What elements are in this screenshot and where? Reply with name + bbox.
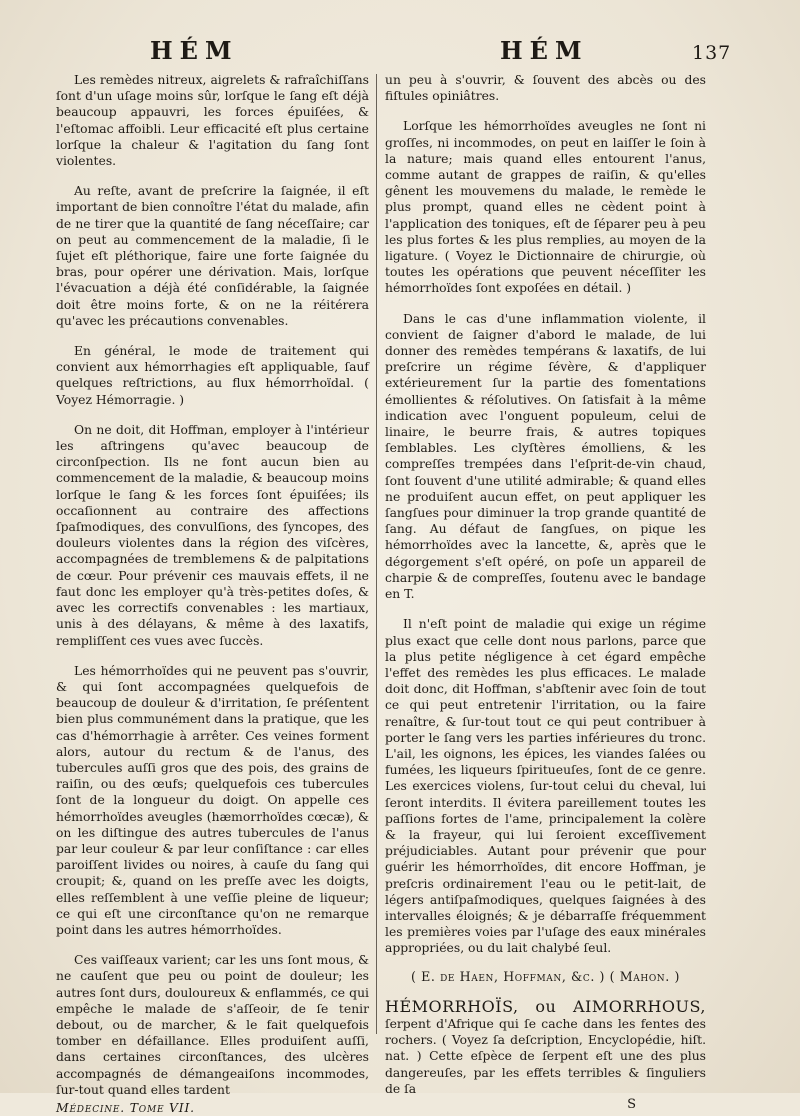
page-number: 137 [692, 42, 732, 64]
paragraph-continuation: un peu à s'ouvrir, & ſouvent des abcès ou des fiſtules opiniâtres. [385, 73, 706, 104]
author-signature: ( E. de Haen, Hoffman, &c. ) ( Mahon. ) [410, 968, 681, 984]
right-column [385, 72, 706, 1113]
signature-footer: Médecine. Tome VII. [56, 1100, 195, 1115]
entry-headword: HÉMORRHOÏS, ou AIMORRHOUS, [385, 996, 706, 1016]
paragraph: Il n'eſt point de maladie qui exige un régime plus exact que celle dont nous parlons, parce que la plus petite négligence à cet égard empêche l'effet des remèdes les plus efficaces. Le malade doit donc, dit Hoffman, s'abſtenir avec ſoin de tout ce qui peut entretenir l'irritation, ou la faire renaître, & ſur-tout tout ce qui peut contribuer à porter le ſang vers les parties inférieures du tronc. L'ail, les oignons, les épices, les viandes ſalées ou fumées, les liqueurs ſpiritueuſes, ſont de ce genre. Les exercices violens, ſur-tout celui du cheval, lui ſeront interdits. Il évitera pareillement toutes les paſſions fortes de l'ame, principalement la colère & la frayeur, qui lui ſeroient exceſſivement préjudiciables. Autant pour prévenir que pour guérir les hémorrhoïdes, dit encore Hoffman, je preſcris ordinairement l'eau ou le petit-lait, de légers antiſpaſmodiques, quelques ſaignées à des intervalles éloignés; & je débarraſſe fréquemment les premières voies par l'uſage des eaux minérales appropriées, ou du lait chalybé ſeul. [385, 617, 706, 956]
running-head-left: HÉM [150, 36, 239, 65]
paragraph: En général, le mode de traitement qui convient aux hémorrhagies eſt appliquable, ſauf quelques reſtrictions, au flux hémorrhoïdal. ( Voyez Hémorragie. ) [56, 344, 369, 407]
paragraph: Ces vaiſſeaux varient; car les uns ſont mous, & ne cauſent que peu ou point de douleur; les autres ſont durs, douloureux & enflammés, ce qui empêche le malade de s'aſſeoir, de ſe tenir debout, ou de marcher, & le fait quelquefois tomber en défaillance. Elles produiſent auſſi, dans certaines circonſtances, des ulcères accompagnés de démangeaiſons incommodes, ſur-tout quand elles tardent [56, 953, 369, 1097]
paragraph: Lorſque les hémorrhoïdes aveugles ne ſont ni groſſes, ni incommodes, on peut en laiſſer le ſoin à la nature; mais quand elles entourent l'anus, comme autant de grappes de raiſin, & qu'elles gênent les mouvemens du malade, le remède le plus prompt, quand elles ne cèdent point à l'application des toniques, eſt de ſéparer peu à peu les plus fortes & les plus remplies, au moyen de la ligature. ( Voyez le Dictionnaire de chirurgie, où toutes les opérations que peuvent néceſſiter les hémorrhoïdes ſont expoſées en détail. ) [385, 119, 706, 296]
paragraph: Les remèdes nitreux, aigrelets & rafraîchiſſans ſont d'un uſage moins sûr, lorſque le ſang eſt déjà beaucoup appauvri, les forces épuiſées, & l'eſtomac affoibli. Leur efficacité eſt plus certaine lorſque la chaleur & l'agitation du ſang ſont violentes. [56, 73, 369, 169]
running-head-right: HÉM [500, 36, 589, 65]
column-divider [376, 74, 377, 1034]
entry-text: ſerpent d'Afrique qui ſe cache dans les fentes des rochers. ( Voyez ſa deſcription, Encyclopédie, hiſt. nat. ) Cette eſpèce de ſerpent eſt une des plus dangereuſes, par les effets terribles & ſinguliers de ſa [385, 1016, 706, 1096]
dictionary-entry [385, 996, 706, 1097]
paragraph: On ne doit, dit Hoffman, employer à l'intérieur les aſtringens qu'avec beaucoup de circonſpection. Ils ne font aucun bien au commencement de la maladie, & beaucoup moins lorſque le ſang & les forces ſont épuiſées; ils occaſionnent au contraire des affections ſpaſmodiques, des convulſions, des ſyncopes, des douleurs violentes dans la région des viſcères, accompagnées de tremblemens & de palpitations de cœur. Pour prévenir ces mauvais effets, il ne faut donc les employer qu'à très-petites doſes, & avec les correctifs convenables : les martiaux, unis à des délayans, & même à des laxatifs, rempliſſent ces vues avec ſuccès. [56, 422, 369, 648]
paragraph: Dans le cas d'une inflammation violente, il convient de ſaigner d'abord le malade, de lui donner des remèdes tempérans & laxatifs, de lui preſcrire un régime ſévère, & d'appliquer extérieurement ſur la partie des fomentations émollientes & réſolutives. On ſatisfait à la même indication avec l'onguent populeum, celui de linaire, le beurre frais, & autres topiques ſemblables. Les clyſtères émolliens, & les compreſſes trempées dans l'eſprit-de-vin chaud, ſont ſouvent d'une utilité admirable; & quand elles ne produiſent aucun effet, on peut appliquer les ſangſues pour diminuer la trop grande quantité de ſang. Au défaut de ſangſues, on pique les hémorrhoïdes avec la lancette, &, après que le dégorgement s'eſt opéré, on poſe un appareil de charpie & de compreſſes, ſoutenu avec le bandage en T. [385, 311, 706, 602]
paragraph: Au reſte, avant de preſcrire la ſaignée, il eſt important de bien connoître l'état du malade, afin de ne tirer que la quantité de ſang néceſſaire; car on peut au commencement de la maladie, ſi le ſujet eſt pléthorique, faire une forte ſaignée du bras, pour opérer une dérivation. Mais, lorſque l'évacuation a déjà été conſidérable, la ſaignée doit être moins forte, & on ne la réitérera qu'avec les précautions convenables. [56, 184, 369, 328]
left-column [56, 72, 369, 1116]
printer-signature-mark: S [627, 1096, 636, 1112]
paragraph: Les hémorrhoïdes qui ne peuvent pas s'ouvrir, & qui ſont accompagnées quelquefois de beaucoup de douleur & d'irritation, ſe préſentent bien plus communément dans la pratique, que les cas d'hémorrhagie à arrêter. Ces veines forment alors, autour du rectum & de l'anus, des tubercules auſſi gros que des pois, des grains de raiſin, ou des œufs; quelquefois ces tubercules ſont de la longueur du doigt. On appelle ces hémorrhoïdes aveugles (hæmorrhoïdes cœcæ), & on les diſtingue des autres tubercules de l'anus par leur couleur & par leur conſiſtance : car elles paroiſſent livides ou noires, à cauſe du ſang qui croupit; &, quand on les preſſe avec les doigts, elles reſſemblent à une veſſie pleine de liqueur; ce qui eſt une circonſtance qu'on ne remarque point dans les autres hémorrhoïdes. [56, 663, 369, 937]
